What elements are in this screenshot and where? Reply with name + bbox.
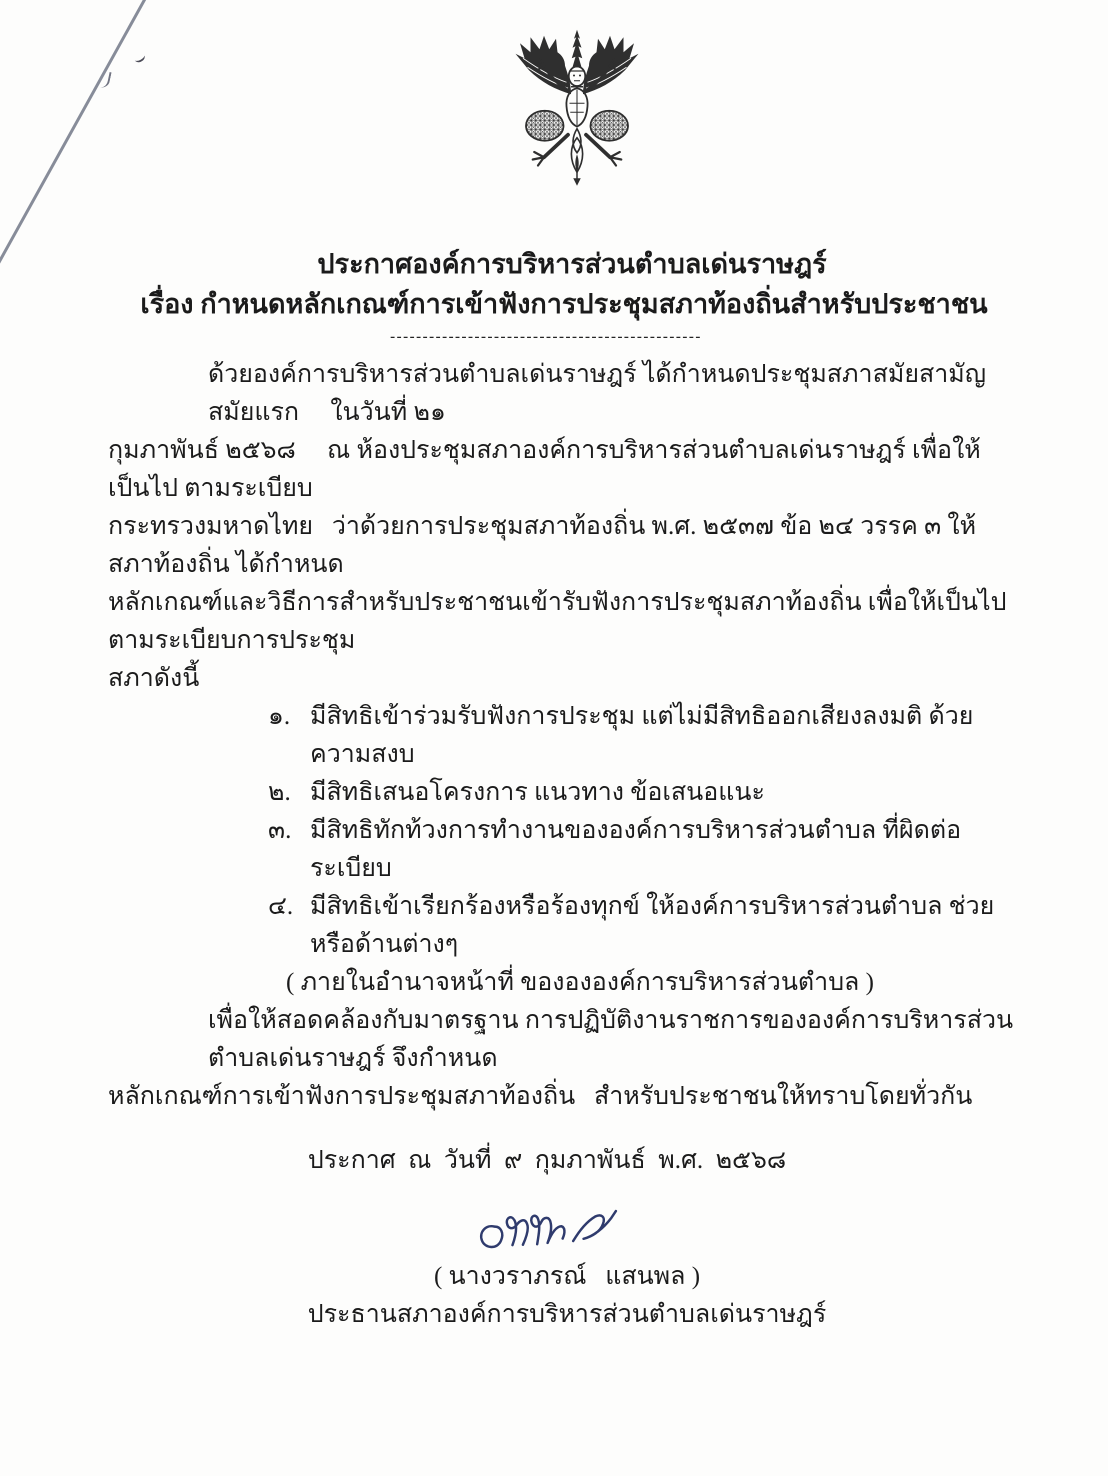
list-item-number: ๑. <box>268 703 291 730</box>
list-item <box>268 812 1014 888</box>
paragraph-1 <box>108 356 1014 698</box>
rights-list <box>268 698 1014 964</box>
list-item-text: มีสิทธิเข้าร่วมรับฟังการประชุม แต่ไม่มีสิทธิออกเสียงลงมติ ด้วยความสงบ <box>310 703 974 768</box>
list-item <box>268 698 1014 774</box>
para1-line: กุมภาพันธ์ ๒๕๖๘ ณ ห้องประชุมสภาองค์การบริหารส่วนตำบลเด่นราษฎร์ เพื่อให้เป็นไป ตามระเบียบ <box>108 437 981 502</box>
announcement-date-line: ประกาศ ณ วันที่ ๙ กุมภาพันธ์ พ.ศ. ๒๕๖๘ <box>307 1147 787 1174</box>
para1-line: กระทรวงมหาดไทย ว่าด้วยการประชุมสภาท้องถิ่น พ.ศ. ๒๕๓๗ ข้อ ๒๔ วรรค ๓ ให้สภาท้องถิ่น ได้กำหนด <box>108 513 977 578</box>
signatory-position: ประธานสภาองค์การบริหารส่วนตำบลเด่นราษฎร์ <box>307 1301 827 1328</box>
signature-handwriting <box>471 1193 663 1262</box>
signatory-name: ( นางวราภรณ์ แสนพล ) <box>433 1263 701 1290</box>
signature-block <box>114 1196 1020 1334</box>
list-item-number: ๓. <box>268 817 292 844</box>
document-body <box>108 356 1014 1334</box>
para2-line: เพื่อให้สอดคล้องกับมาตรฐาน การปฏิบัติงานราชการขององค์การบริหารส่วนตำบลเด่นราษฎร์ จึงกำหนด <box>208 1007 1014 1072</box>
list-item <box>268 774 1014 812</box>
para1-line: หลักเกณฑ์และวิธีการสำหรับประชาชนเข้ารับฟังการประชุมสภาท้องถิ่น เพื่อให้เป็นไปตามระเบียบการประชุม <box>108 589 1007 654</box>
garuda-emblem-icon <box>502 28 652 192</box>
list-item-number: ๔. <box>268 893 294 920</box>
para1-line: สภาดังนี้ <box>108 665 200 692</box>
announcement-subject: เรื่อง กำหนดหลักเกณฑ์การเข้าฟังการประชุมสภาท้องถิ่นสำหรับประชาชน <box>140 289 988 319</box>
list-item-number: ๒. <box>268 779 291 806</box>
pen-mark <box>133 51 147 64</box>
list-item-text: มีสิทธิทักท้วงการทำงานขององค์การบริหารส่วนตำบล ที่ผิดต่อระเบียบ <box>310 817 962 882</box>
list-item-text: มีสิทธิเข้าเรียกร้องหรือร้องทุกข์ ให้องค์การบริหารส่วนตำบล ช่วยหรือด้านต่างๆ <box>310 893 995 958</box>
paragraph-2 <box>108 1002 1014 1116</box>
announcement-title: ประกาศองค์การบริหารส่วนตำบลเด่นราษฎร์ <box>317 249 827 279</box>
para2-line: หลักเกณฑ์การเข้าฟังการประชุมสภาท้องถิ่น สำหรับประชาชนให้ทราบโดยทั่วกัน <box>108 1083 973 1110</box>
scan-crease-line <box>0 0 148 268</box>
crease-kink-mark <box>97 70 111 89</box>
list-parenthetical-note: ( ภายในอำนาจหน้าที่ ของององค์การบริหารส่วนตำบล ) <box>286 969 874 996</box>
list-item <box>268 888 1014 964</box>
para1-line: ด้วยองค์การบริหารส่วนตำบลเด่นราษฎร์ ได้กำหนดประชุมสภาสมัยสามัญสมัยแรก ในวันที่ ๒๑ <box>208 361 987 426</box>
list-item-text: มีสิทธิเสนอโครงการ แนวทาง ข้อเสนอแนะ <box>310 779 765 806</box>
dashed-divider: ------------------------------------------------ <box>390 329 702 345</box>
